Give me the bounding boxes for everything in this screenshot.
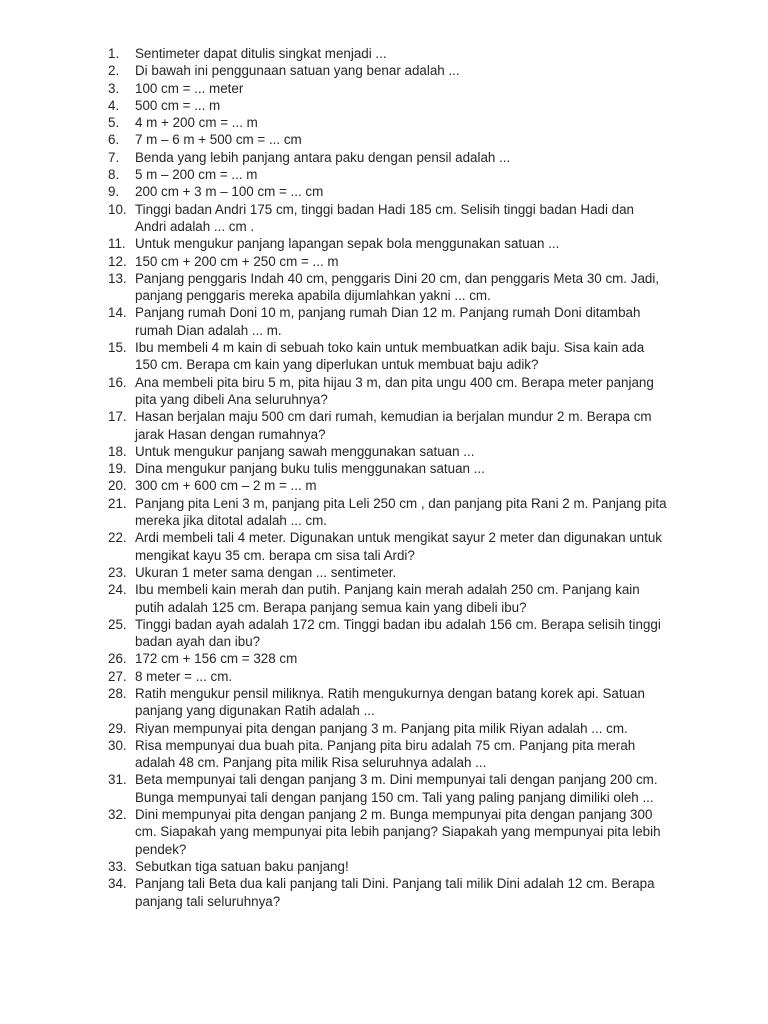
question-text: Ana membeli pita biru 5 m, pita hijau 3 m, dan pita ungu 400 cm. Berapa meter panjang pita yang dibeli Ana seluruhnya? [135,374,654,407]
question-number: 27. [108,668,127,684]
question-item [108,270,668,305]
question-text: 200 cm + 3 m – 100 cm = ... cm [135,184,324,200]
question-number: 28. [108,685,127,701]
question-number: 6. [108,132,120,148]
question-number: 18. [108,443,127,459]
question-item [108,45,668,62]
question-item [108,408,668,443]
question-item [108,131,668,148]
question-number: 16. [108,374,127,390]
question-item [108,374,668,409]
question-number: 30. [108,737,127,753]
question-item [108,443,668,460]
question-text: Ratih mengukur pensil miliknya. Ratih mengukurnya dengan batang korek api. Satuan panjang yang digunakan Ratih adalah ... [135,685,645,719]
question-text: Di bawah ini penggunaan satuan yang benar adalah ... [135,63,460,79]
question-number: 7. [108,149,120,165]
question-number: 20. [108,478,127,494]
question-item [108,616,668,651]
question-item [108,339,668,374]
question-text: Ardi membeli tali 4 meter. Digunakan untuk mengikat sayur 2 meter dan digunakan untuk mengikat kayu 35 cm. berapa cm sisa tali Ardi? [135,530,662,563]
question-number: 14. [108,305,127,321]
question-item [108,235,668,252]
question-text: Untuk mengukur panjang lapangan sepak bola menggunakan satuan ... [135,236,560,252]
question-number: 23. [108,564,127,580]
question-item [108,668,668,685]
question-number: 11. [108,236,126,252]
question-number: 31. [108,772,127,788]
question-item [108,201,668,236]
question-number: 2. [108,63,120,79]
question-text: Panjang tali Beta dua kali panjang tali Dini. Panjang tali milik Dini adalah 12 cm. Berapa panjang tali seluruhnya? [135,876,655,909]
question-text: Risa mempunyai dua buah pita. Panjang pita biru adalah 75 cm. Panjang pita merah adalah 48 cm. Panjang pita milik Risa seluruhnya adalah ... [135,737,636,771]
question-number: 24. [108,582,127,598]
question-item [108,720,668,737]
question-item [108,97,668,114]
question-number: 12. [108,253,127,269]
question-item [108,304,668,339]
question-number: 21. [108,495,127,511]
question-item [108,166,668,183]
question-text: 500 cm = ... m [135,97,221,113]
question-list [108,45,668,910]
question-number: 25. [108,616,127,632]
question-text: Untuk mengukur panjang sawah menggunakan satuan ... [135,443,475,459]
question-text: Tinggi badan Andri 175 cm, tinggi badan Hadi 185 cm. Selisih tinggi badan Hadi dan Andri adalah ... cm . [135,201,635,234]
question-item [108,771,668,806]
question-text: Ibu membeli kain merah dan putih. Panjang kain merah adalah 250 cm. Panjang kain putih adalah 125 cm. Berapa panjang semua kain yang dibeli ibu? [135,582,640,615]
question-item [108,183,668,200]
question-number: 26. [108,651,127,667]
question-number: 33. [108,858,127,874]
question-text: Sentimeter dapat ditulis singkat menjadi ... [135,46,387,61]
question-item [108,650,668,667]
question-item [108,564,668,581]
question-text: Panjang rumah Doni 10 m, panjang rumah Dian 12 m. Panjang rumah Doni ditambah rumah Dian adalah ... m. [135,305,641,338]
question-text: Dini mempunyai pita dengan panjang 2 m. Bunga mempunyai pita dengan panjang 300 cm. Siapakah yang mempunyai pita lebih panjang? Siapakah yang mempunyai pita lebih pendek? [135,807,661,857]
question-text: Ukuran 1 meter sama dengan ... sentimeter. [135,564,397,580]
question-text: Riyan mempunyai pita dengan panjang 3 m. Panjang pita milik Riyan adalah ... cm. [135,720,628,736]
question-item [108,253,668,270]
question-item [108,875,668,910]
question-text: Panjang penggaris Indah 40 cm, penggaris Dini 20 cm, dan penggaris Meta 30 cm. Jadi, panjang penggaris mereka apabila dijumlahkan yakni ... cm. [135,270,660,304]
question-text: Hasan berjalan maju 500 cm dari rumah, kemudian ia berjalan mundur 2 m. Berapa cm jarak Hasan dengan rumahnya? [135,409,652,442]
question-number: 1. [108,46,120,61]
question-number: 13. [108,270,127,286]
question-text: Benda yang lebih panjang antara paku dengan pensil adalah ... [135,149,511,165]
question-text: 150 cm + 200 cm + 250 cm = ... m [135,253,339,269]
question-number: 3. [108,80,120,96]
question-item [108,80,668,97]
question-item [108,858,668,875]
question-text: Dina mengukur panjang buku tulis menggunakan satuan ... [135,461,485,477]
question-number: 15. [108,340,127,356]
question-text: 5 m – 200 cm = ... m [135,167,258,183]
question-text: 8 meter = ... cm. [135,668,233,684]
question-text: 7 m – 6 m + 500 cm = ... cm [135,132,302,148]
question-item [108,737,668,772]
question-number: 4. [108,97,120,113]
question-text: 300 cm + 600 cm – 2 m = ... m [135,478,317,494]
question-item [108,685,668,720]
question-item [108,477,668,494]
question-item [108,806,668,858]
question-text: Panjang pita Leni 3 m, panjang pita Leli 250 cm , dan panjang pita Rani 2 m. Panjang pita mereka jika ditotal adalah ... cm. [135,495,667,529]
question-text: 4 m + 200 cm = ... m [135,115,258,131]
question-number: 17. [108,409,127,425]
question-text: 100 cm = ... meter [135,80,244,96]
question-text: Sebutkan tiga satuan baku panjang! [135,858,349,874]
question-number: 8. [108,167,120,183]
question-item [108,62,668,79]
question-number: 19. [108,461,127,477]
question-text: Beta mempunyai tali dengan panjang 3 m. Dini mempunyai tali dengan panjang 200 cm. Bunga mempunyai tali dengan panjang 150 cm. Tali yang paling panjang dimiliki oleh ... [135,772,658,805]
question-text: Tinggi badan ayah adalah 172 cm. Tinggi badan ibu adalah 156 cm. Berapa selisih tinggi badan ayah dan ibu? [135,616,661,650]
question-number: 29. [108,720,127,736]
question-number: 5. [108,115,120,131]
question-item [108,581,668,616]
question-number: 9. [108,184,120,200]
question-text: Ibu membeli 4 m kain di sebuah toko kain untuk membuatkan adik baju. Sisa kain ada 150 cm. Berapa cm kain yang diperlukan untuk membuat baju adik? [135,340,645,373]
question-number: 22. [108,530,127,546]
question-text: 172 cm + 156 cm = 328 cm [135,651,298,667]
question-item [108,114,668,131]
question-item [108,149,668,166]
question-item [108,460,668,477]
question-item [108,529,668,564]
question-item [108,495,668,530]
question-number: 32. [108,807,127,823]
question-number: 34. [108,876,127,892]
question-number: 10. [108,201,127,217]
